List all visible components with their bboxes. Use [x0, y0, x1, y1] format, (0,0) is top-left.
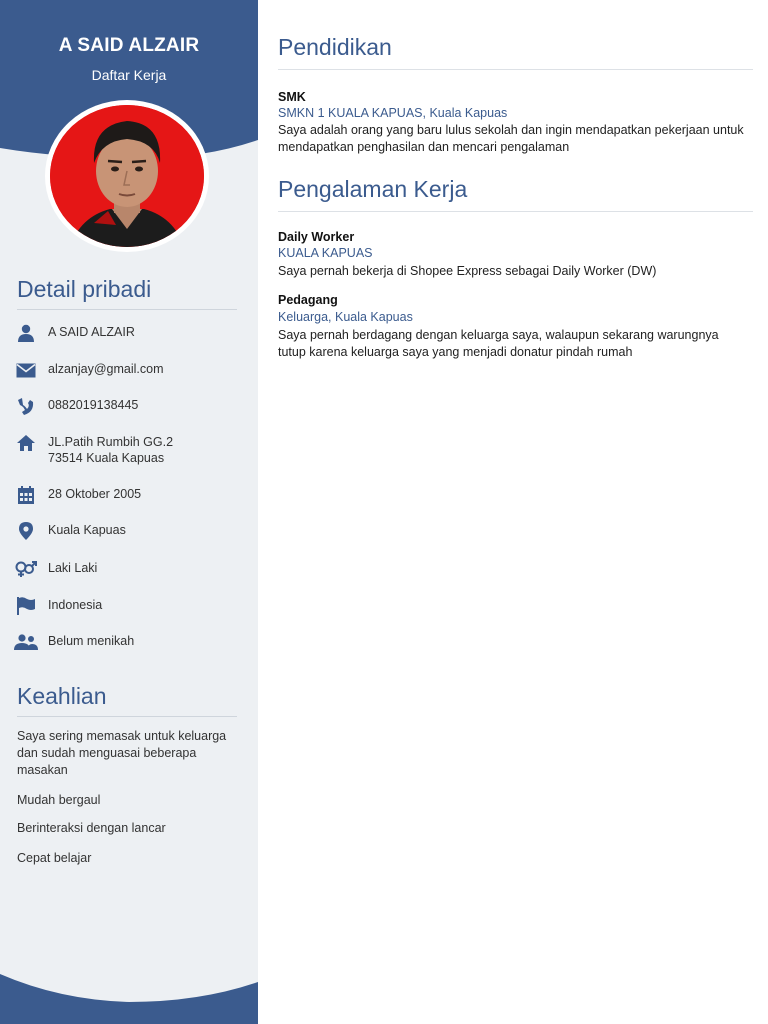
experience-job-title: Pedagang — [278, 293, 338, 307]
detail-item-address — [14, 434, 244, 466]
detail-value: A SAID ALZAIR — [48, 325, 135, 339]
detail-value: Kuala Kapuas — [48, 523, 126, 537]
skill-item: Berinteraksi dengan lancar — [17, 821, 166, 835]
flag-icon — [14, 597, 38, 615]
experience-job-title: Daily Worker — [278, 230, 355, 244]
gender-icon — [14, 560, 38, 578]
detail-item-nationality — [14, 597, 244, 615]
experience-location: KUALA KAPUAS — [278, 246, 373, 260]
person-icon — [14, 324, 38, 342]
location-pin-icon — [14, 522, 38, 540]
education-school: SMKN 1 KUALA KAPUAS, Kuala Kapuas — [278, 106, 508, 120]
detail-item-birthdate — [14, 486, 244, 504]
detail-value: 0882019138445 — [48, 398, 139, 412]
calendar-icon — [14, 486, 38, 504]
education-description: Saya adalah orang yang baru lulus sekolah dan ingin mendapatkan pekerjaan untuk mendapatkan penghasilan dan mencari pengalaman — [278, 123, 744, 154]
candidate-name: A SAID ALZAIR — [58, 35, 200, 56]
document-subtitle: Daftar Kerja — [91, 67, 167, 83]
skill-item: Cepat belajar — [17, 851, 92, 865]
people-icon — [14, 633, 38, 651]
education-heading: Pendidikan — [278, 34, 753, 70]
experience-heading: Pengalaman Kerja — [278, 176, 753, 212]
personal-details-heading: Detail pribadi — [17, 276, 237, 310]
experience-description: Saya pernah berdagang dengan keluarga saya, walaupun sekarang warungnya tutup karena keluarga saya yang menjadi donatur pindah rumah — [278, 328, 719, 359]
experience-location: Keluarga, Kuala Kapuas — [278, 310, 413, 324]
detail-value: Indonesia — [48, 598, 103, 612]
avatar — [50, 105, 204, 247]
skills-heading: Keahlian — [17, 683, 237, 717]
address-line-2: 73514 Kuala Kapuas — [48, 451, 165, 465]
detail-item-marital-status — [14, 633, 244, 651]
email-icon — [14, 361, 38, 379]
detail-item-phone — [14, 397, 244, 415]
detail-item-gender — [14, 560, 244, 578]
detail-item-email — [14, 361, 244, 379]
education-degree: SMK — [278, 90, 306, 104]
detail-value: Laki Laki — [48, 561, 98, 575]
experience-description: Saya pernah bekerja di Shopee Express sebagai Daily Worker (DW) — [278, 264, 657, 278]
sidebar-footer-wave — [0, 974, 258, 1024]
detail-value: 28 Oktober 2005 — [48, 487, 142, 501]
detail-value: Belum menikah — [48, 634, 135, 648]
skill-item: Mudah bergaul — [17, 793, 101, 807]
phone-icon — [14, 397, 38, 415]
detail-item-name — [14, 324, 244, 342]
detail-value: alzanjay@gmail.com — [48, 362, 164, 376]
address-line-1: JL.Patih Rumbih GG.2 — [48, 435, 174, 449]
skill-item: Saya sering memasak untuk keluarga dan sudah menguasai beberapa masakan — [17, 729, 227, 777]
detail-item-city — [14, 522, 244, 540]
home-icon — [14, 434, 38, 452]
